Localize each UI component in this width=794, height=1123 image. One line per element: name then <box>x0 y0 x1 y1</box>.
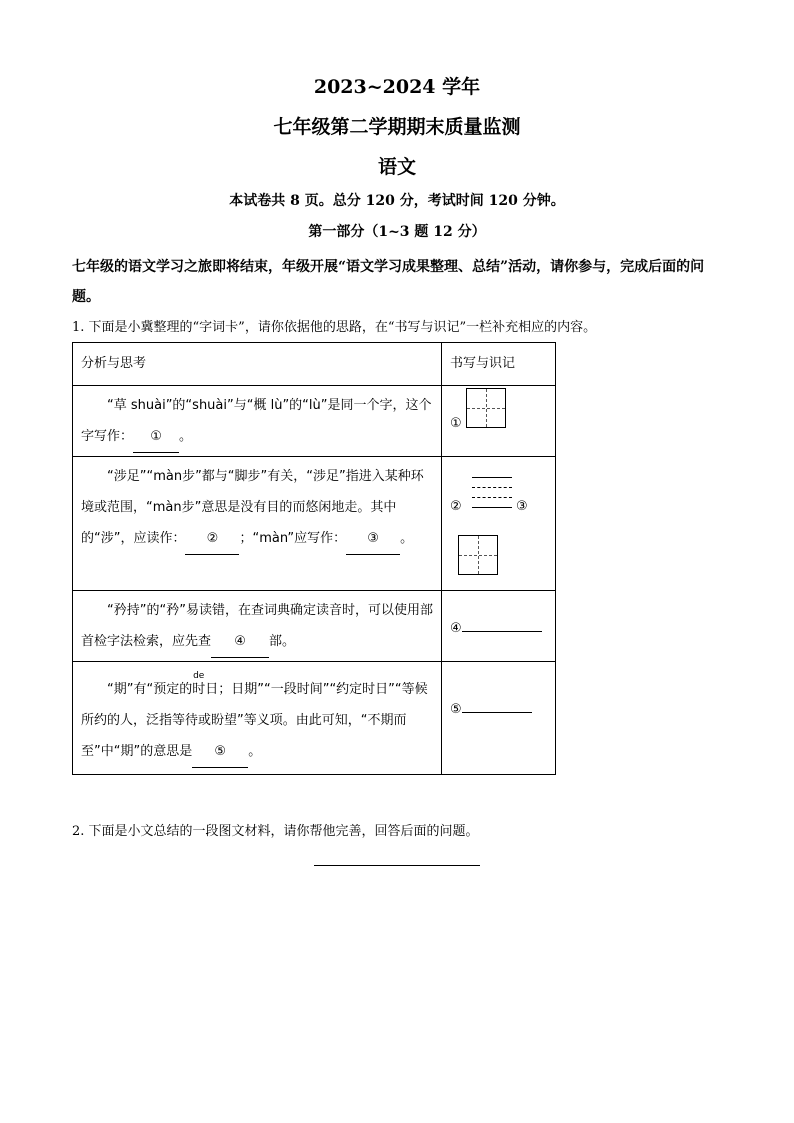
table-row-2-answer <box>442 457 556 591</box>
r2-text: “涉足”“màn步”都与“脚步”有关，“涉足”指进入某种环境或范围，“màn步”意思是没有目的而悠闲地走。其中的“涉”，应读作： <box>81 469 424 546</box>
exam-year: 2023~2024 学年 <box>313 76 481 98</box>
exam-title: 七年级第二学期期末质量监测 <box>273 116 521 138</box>
table-row-3-text <box>73 591 442 662</box>
ruby-de <box>179 671 205 697</box>
word-card-table <box>72 342 556 775</box>
blank-2: ② <box>185 523 239 555</box>
blank-4: ④ <box>211 626 269 658</box>
table-header-right: 书写与识记 <box>442 343 556 386</box>
answer-line-4[interactable] <box>462 617 542 632</box>
table-header-left: 分析与思考 <box>73 343 442 386</box>
writing-grid-3[interactable] <box>458 535 498 575</box>
exam-info: 本试卷共 8 页。总分 120 分，考试时间 120 分钟。 <box>229 193 565 209</box>
r4-end: 。 <box>248 744 262 759</box>
r2-text-2: ；“màn”应写作： <box>239 531 347 546</box>
mark-2: ② <box>450 499 462 514</box>
exam-subject: 语文 <box>377 156 416 178</box>
question-1: 1. 下面是小冀整理的“字词卡”，请你依据他的思路，在“书写与识记”一栏补充相应的内容。 <box>72 320 597 335</box>
r3-end: 部。 <box>269 634 296 649</box>
mark-5: ⑤ <box>450 702 462 717</box>
blank-3: ③ <box>346 523 400 555</box>
footer-rule <box>314 865 480 866</box>
table-row-1-answer <box>442 386 556 457</box>
table-row-4-text <box>73 662 442 775</box>
r1-end: 。 <box>179 429 193 444</box>
writing-grid-1[interactable] <box>466 388 506 428</box>
ruby-top: de <box>193 671 205 681</box>
mark-3: ③ <box>516 499 528 514</box>
blank-1: ① <box>133 421 179 453</box>
table-row-3-answer <box>442 591 556 662</box>
r4-text-2: 时日；日期”“一段时间”“约定时日”“等候所约的人，泛指等待或盼望”等义项。由此可知，“不期而至”中“期”的意思是 <box>81 682 428 759</box>
table-row-4-answer <box>442 662 556 775</box>
mark-1: ① <box>450 416 462 431</box>
r2-end: 。 <box>400 531 414 546</box>
table-row-2-text <box>73 457 442 591</box>
part-title: 第一部分（1~3 题 12 分） <box>308 224 486 240</box>
ruby-base: 的 <box>179 682 193 697</box>
intro-text: 七年级的语文学习之旅即将结束，年级开展“语文学习成果整理、总结”活动，请你参与，完成后面的问题。 <box>72 259 705 305</box>
mark-4: ④ <box>450 621 462 636</box>
r1-text: “草 shuài”的“shuài”与“概 lù”的“lù”是同一个字，这个字写作： <box>81 398 432 444</box>
answer-line-5[interactable] <box>462 698 532 713</box>
blank-5: ⑤ <box>192 736 248 768</box>
question-2: 2. 下面是小文总结的一段图文材料，请你帮他完善，回答后面的问题。 <box>72 824 479 839</box>
r4-text-1: “期”有“预定 <box>107 682 180 697</box>
table-row-1-text <box>73 386 442 457</box>
r3-text: “矜持”的“矜”易读错，在查词典确定读音时，可以使用部首检字法检索，应先查 <box>81 603 433 649</box>
